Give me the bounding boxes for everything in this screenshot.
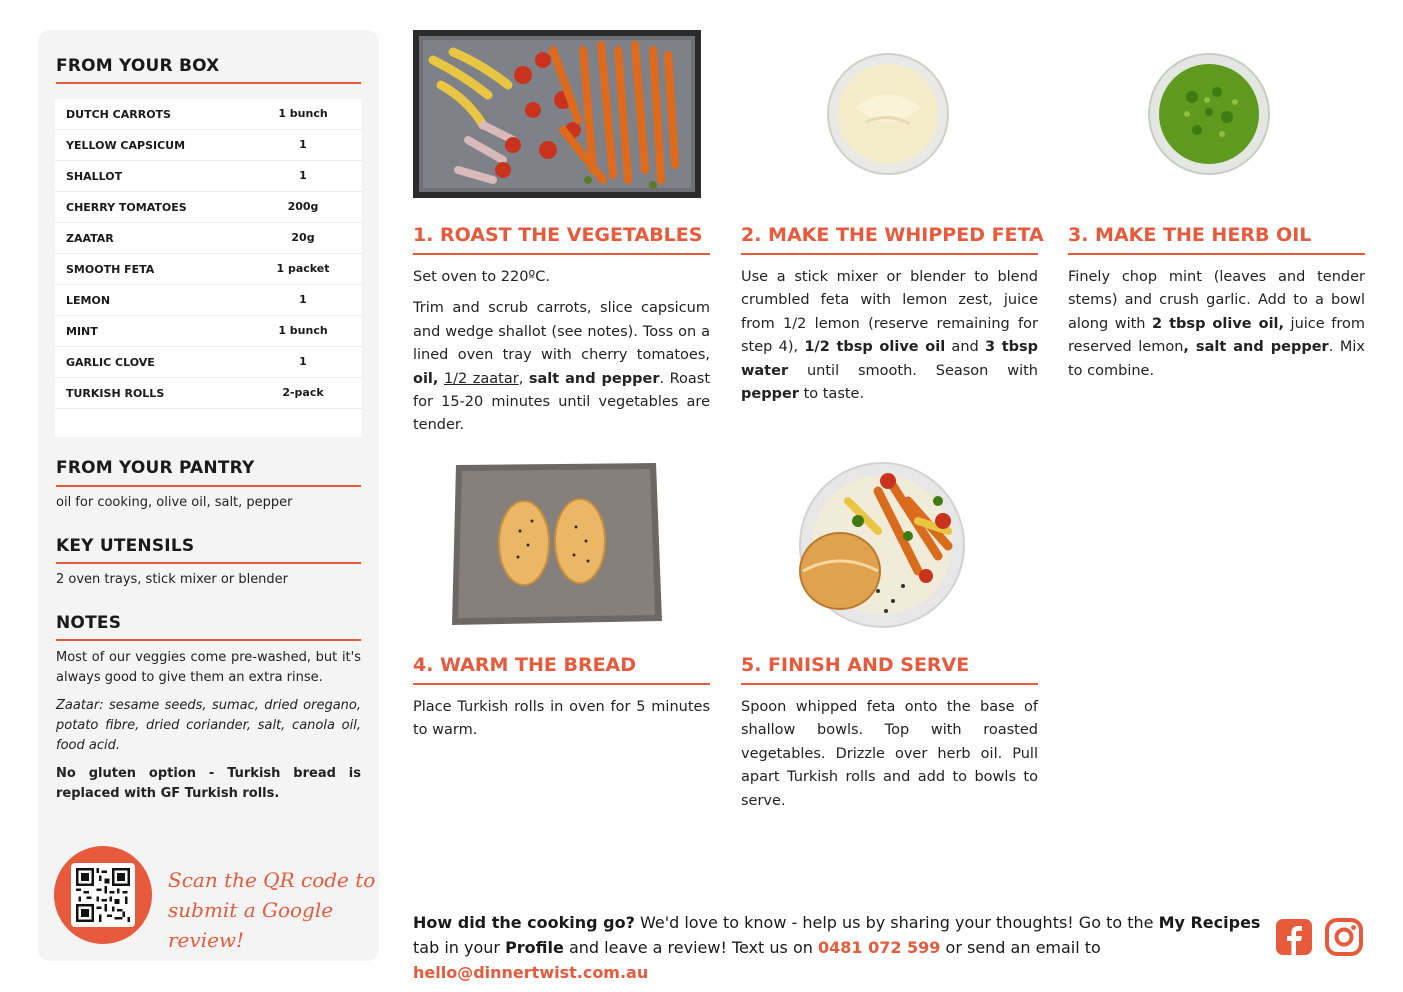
text: to taste. <box>798 386 865 403</box>
ingredient-qty: 1 bunch <box>278 107 328 120</box>
divider <box>1068 253 1365 255</box>
text: We'd love to know - help us by sharing your thoughts! Go to the <box>634 913 1159 932</box>
step-5-text: Spoon whipped feta onto the base of shallow bowls. Top with roasted vegetables. Drizzle over herb oil. Pull apart Turkish rolls and add to bowls to serve. <box>741 699 1038 809</box>
table-row <box>55 161 362 192</box>
qr-caption-line: Scan the QR code to <box>168 868 376 892</box>
text: , <box>518 370 529 387</box>
ingredient-qty: 1 <box>299 169 307 182</box>
step-1-oven: Set oven to 220ºC. <box>413 269 550 285</box>
qr-caption-line: submit a Google review! <box>168 898 334 952</box>
ingredient-qty: 20g <box>291 231 315 244</box>
ingredient-qty: 2-pack <box>282 386 324 399</box>
text-bold: 2 tbsp olive oil, <box>1152 315 1285 332</box>
facebook-icon[interactable] <box>1275 918 1313 956</box>
ingredient-name: YELLOW CAPSICUM <box>66 139 186 152</box>
divider <box>413 683 710 685</box>
review-prompt <box>413 910 1263 985</box>
step-3-text <box>1068 266 1365 383</box>
herb-oil-photo <box>1147 52 1271 176</box>
text: juice from reserved lemon <box>1068 315 1365 356</box>
step-3-title: 3. MAKE THE HERB OIL <box>1068 224 1312 246</box>
qr-code-icon[interactable] <box>71 863 135 927</box>
ingredient-name: CHERRY TOMATOES <box>66 201 187 214</box>
table-row <box>55 192 362 223</box>
divider <box>741 253 1038 255</box>
text-bold: , salt and pepper <box>1183 339 1329 356</box>
table-row <box>55 254 362 285</box>
step-4-text: Place Turkish rolls in oven for 5 minutes to warm. <box>413 699 710 739</box>
ingredient-qty: 1 bunch <box>278 324 328 337</box>
step-1-instructions <box>413 297 710 437</box>
table-row <box>55 99 362 130</box>
profile-label: Profile <box>505 938 564 957</box>
text-bold: oil, <box>413 370 439 387</box>
text: and leave a review! Text us on <box>563 938 818 957</box>
from-your-pantry-heading: FROM YOUR PANTRY <box>56 458 255 478</box>
step-2-text <box>741 266 1038 406</box>
ingredient-qty: 1 <box>299 355 307 368</box>
utensils-text: 2 oven trays, stick mixer or blender <box>56 572 289 587</box>
zaatar-note: Zaatar: sesame seeds, sumac, dried oregano, potato fibre, dried coriander, salt, canola oil, food acid. <box>56 698 361 753</box>
table-row <box>55 130 362 161</box>
ingredient-qty: 1 <box>299 293 307 306</box>
text-bold: 3 tbsp water <box>741 339 1039 379</box>
finished-dish-photo <box>798 461 966 629</box>
text-bold: pepper <box>741 386 799 403</box>
divider <box>741 683 1038 685</box>
qr-badge[interactable] <box>54 846 152 944</box>
ingredient-name: ZAATAR <box>66 232 114 245</box>
ingredient-name: LEMON <box>66 294 111 307</box>
text-bold: 1/2 tbsp olive oil <box>804 339 946 356</box>
text: Finely chop mint (leaves and tender stems) and crush garlic. Add to a bowl along with <box>1068 269 1365 332</box>
warm-bread-photo <box>448 461 664 627</box>
ingredients-sidebar <box>38 30 379 961</box>
ingredient-name: SHALLOT <box>66 170 123 183</box>
whipped-feta-photo <box>826 52 950 176</box>
phone-link[interactable]: 0481 072 599 <box>817 938 941 957</box>
table-row <box>55 285 362 316</box>
text: Use a stick mixer or blender to blend crumbled feta with lemon zest, juice from 1/2 lemon (reserve remaining for step 4), <box>741 269 1038 356</box>
step-1-title: 1. ROAST THE VEGETABLES <box>413 224 703 246</box>
pantry-text: oil for cooking, olive oil, salt, pepper <box>56 495 293 510</box>
text: and <box>945 339 985 356</box>
divider <box>56 639 361 641</box>
review-question: How did the cooking go? <box>413 913 635 932</box>
divider <box>56 82 361 84</box>
text: or send an email to <box>940 938 1101 957</box>
table-row <box>55 223 362 254</box>
ingredient-qty: 1 <box>299 138 307 151</box>
qr-caption <box>168 865 379 955</box>
ingredient-name: GARLIC CLOVE <box>66 356 155 369</box>
my-recipes-label: My Recipes <box>1158 913 1261 932</box>
text: until smooth. Season with <box>788 362 1038 379</box>
text: . Roast for 15-20 minutes until vegetables are tender. <box>413 370 711 434</box>
ingredient-name: MINT <box>66 325 98 338</box>
text: Trim and scrub carrots, slice capsicum and wedge shallot (see notes). Toss on a lined oven tray with cherry tomatoes, <box>413 300 710 364</box>
email-link[interactable]: hello@dinnertwist.com.au <box>413 963 649 982</box>
step-2-title: 2. MAKE THE WHIPPED FETA <box>741 224 1044 246</box>
ingredient-name: SMOOTH FETA <box>66 263 155 276</box>
divider <box>413 253 710 255</box>
ingredient-qty: 200g <box>287 200 319 213</box>
table-row <box>55 347 362 378</box>
ingredient-name: TURKISH ROLLS <box>66 387 165 400</box>
step-5-title: 5. FINISH AND SERVE <box>741 654 970 676</box>
ingredient-name: DUTCH CARROTS <box>66 108 171 121</box>
table-row <box>55 316 362 347</box>
notes-text: Most of our veggies come pre-washed, but it's always good to give them an extra rinse. <box>56 650 361 685</box>
instagram-icon[interactable] <box>1325 918 1363 956</box>
text: tab in your <box>413 938 506 957</box>
notes-heading: NOTES <box>56 613 122 633</box>
divider <box>56 485 361 487</box>
text-bold: salt and pepper <box>528 370 660 387</box>
ingredients-table <box>55 99 362 437</box>
step-1-text <box>413 266 710 438</box>
step-4-title: 4. WARM THE BREAD <box>413 654 637 676</box>
table-row <box>55 378 362 409</box>
text: . Mix to combine. <box>1068 339 1366 379</box>
gluten-note: No gluten option - Turkish bread is replaced with GF Turkish rolls. <box>56 766 361 801</box>
roast-vegetables-photo <box>413 30 701 198</box>
zaatar-link[interactable]: 1/2 zaatar <box>443 370 519 387</box>
key-utensils-heading: KEY UTENSILS <box>56 536 195 556</box>
divider <box>56 562 361 564</box>
from-your-box-heading: FROM YOUR BOX <box>56 56 220 76</box>
ingredient-qty: 1 packet <box>276 262 330 275</box>
